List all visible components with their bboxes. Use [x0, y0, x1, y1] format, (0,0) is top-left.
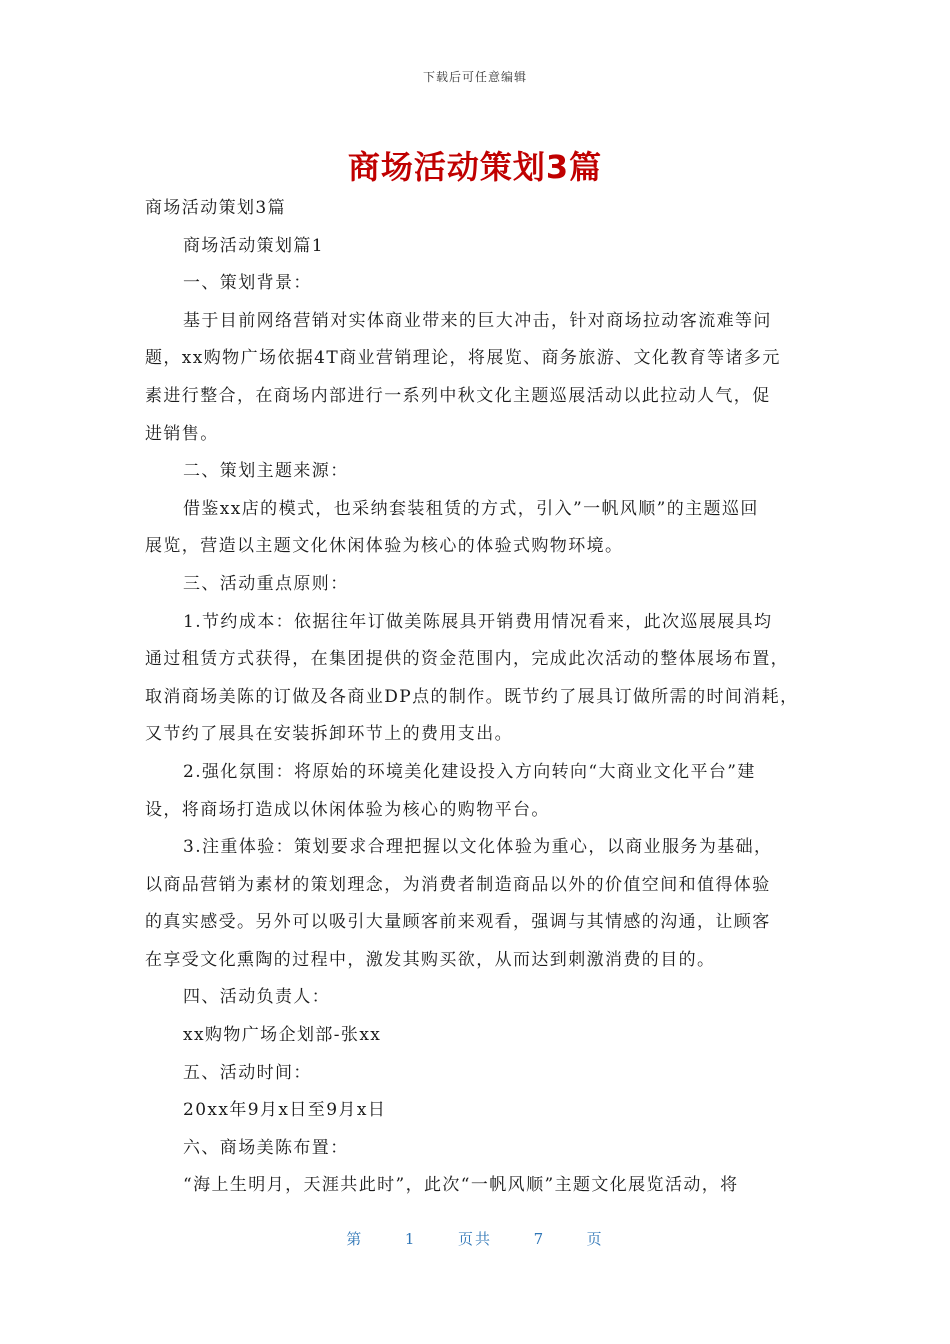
- text-line: 的真实感受。另外可以吸引大量顾客前来观看，强调与其情感的沟通，让顾客: [145, 912, 771, 933]
- text-line: 基于目前网络营销对实体商业带来的巨大冲击，针对商场拉动客流难等问: [183, 310, 772, 331]
- text-line: 四、活动负责人：: [183, 987, 331, 1008]
- text-line: 六、商场美陈布置：: [183, 1137, 349, 1158]
- footer-current-page: 1: [404, 1230, 417, 1248]
- footer-total-label: 页共: [457, 1230, 492, 1248]
- text-line: 又节约了展具在安装拆卸环节上的费用支出。: [145, 724, 513, 745]
- document-body: [145, 190, 807, 1205]
- text-line: 三、活动重点原则：: [183, 573, 349, 594]
- text-line: 一、策划背景：: [183, 273, 312, 294]
- text-line: 在享受文化熏陶的过程中，激发其购买欲，从而达到刺激消费的目的。: [145, 949, 716, 970]
- footer-page-label: 第: [346, 1230, 364, 1248]
- text-line: xx购物广场企划部-张xx: [183, 1025, 382, 1046]
- text-line: 展览，营造以主题文化休闲体验为核心的体验式购物环境。: [145, 536, 624, 557]
- text-line: 进销售。: [145, 423, 219, 444]
- document-title: 商场活动策划3篇: [347, 148, 603, 186]
- text-line: 二、策划主题来源：: [183, 461, 349, 482]
- text-line: 设，将商场打造成以休闲体验为核心的购物平台。: [145, 799, 550, 820]
- text-line: 20xx年9月x日至9月x日: [183, 1100, 387, 1121]
- text-line: 1.节约成本：依据往年订做美陈展具开销费用情况看来，此次巡展展具均: [183, 611, 773, 632]
- text-line: 通过租赁方式获得，在集团提供的资金范围内，完成此次活动的整体展场布置，: [145, 649, 789, 670]
- text-line: 以商品营销为素材的策划理念，为消费者制造商品以外的价值空间和值得体验: [145, 874, 771, 895]
- page-footer: [0, 1228, 950, 1249]
- text-line: 素进行整合，在商场内部进行一系列中秋文化主题巡展活动以此拉动人气，促: [145, 385, 771, 406]
- text-line: “海上生明月，天涯共此时”，此次“一帆风顺”主题文化展览活动，将: [183, 1175, 739, 1196]
- header-note: 下载后可任意编辑: [422, 70, 527, 84]
- text-line: 五、活动时间：: [183, 1062, 312, 1083]
- text-line: 取消商场美陈的订做及各商业DP点的制作。既节约了展具订做所需的时间消耗，: [145, 686, 799, 707]
- text-line: 商场活动策划3篇: [145, 198, 287, 218]
- text-line: 题，xx购物广场依据4T商业营销理论，将展览、商务旅游、文化教育等诸多元: [145, 348, 781, 369]
- text-line: 借鉴xx店的模式，也采纳套装租赁的方式，引入”一帆风顺”的主题巡回: [183, 498, 759, 519]
- text-line: 商场活动策划篇1: [183, 235, 325, 256]
- footer-total-pages: 7: [533, 1230, 546, 1248]
- text-line: 2.强化氛围：将原始的环境美化建设投入方向转向“大商业文化平台”建: [183, 761, 756, 782]
- text-line: 3.注重体验：策划要求合理把握以文化体验为重心，以商业服务为基础，: [183, 837, 773, 858]
- footer-end-label: 页: [586, 1230, 604, 1248]
